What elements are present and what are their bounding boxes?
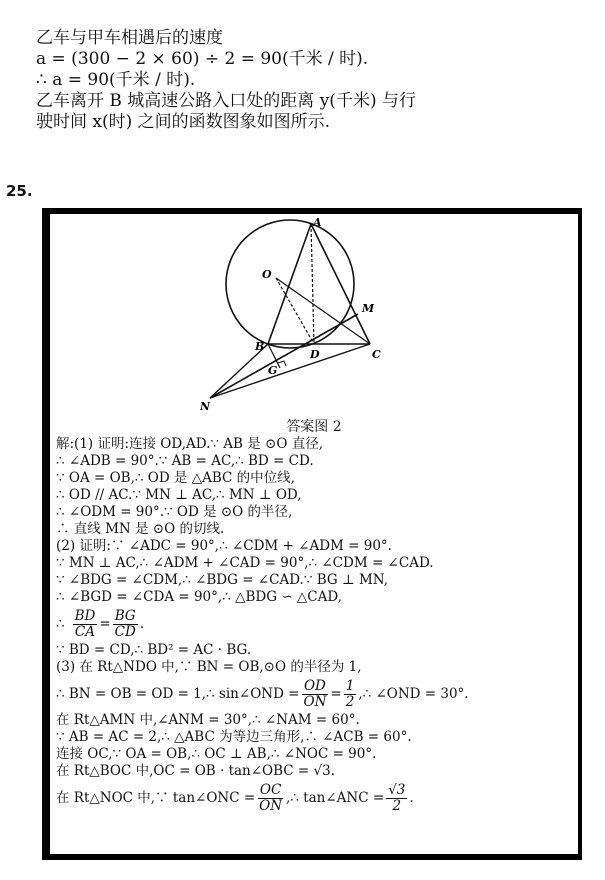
fraction-denominator: ON (303, 693, 327, 710)
fraction-oc-on (257, 783, 284, 814)
fraction-one-half (344, 679, 357, 710)
solution-line-1: 解:(1) 证明:连接 OD,AD.∵ AB 是 ⊙O 直径, (56, 436, 323, 452)
fraction-numerator: BD (74, 607, 96, 624)
solution-line-2: ∴ ∠ADB = 90°.∵ AB = AC,∴ BD = CD. (56, 453, 314, 469)
fraction-numerator: BG (114, 607, 136, 624)
label-n: N (200, 400, 211, 413)
therefore-symbol: ∴ (56, 615, 65, 632)
top-line-3: ∴ a = 90(千米 / 时). (36, 70, 196, 90)
solution-line-18: 在 Rt△BOC 中,OC = OB · tan∠OBC = √3. (56, 763, 335, 779)
solution-line-19 (56, 780, 576, 816)
solution-line-10: ∴ ∠BGD = ∠CDA = 90°,∴ △BDG ∽ △CAD, (56, 589, 342, 605)
solution-line-9: ∵ ∠BDG = ∠CDM,∴ ∠BDG = ∠CAD.∵ BG ⊥ MN, (56, 572, 389, 588)
solution-line-8: ∵ MN ⊥ AC,∴ ∠ADM + ∠CAD = 90°,∴ ∠CDM = ∠CAD. (56, 555, 434, 571)
label-c: C (372, 348, 381, 361)
solution-line-5: ∴ ∠ODM = 90°.∵ OD 是 ⊙O 的半径, (56, 504, 293, 520)
segment-ac (311, 224, 370, 344)
previous-solution-text (36, 28, 596, 133)
equals-sign: = (99, 615, 111, 632)
fraction-od-on (302, 679, 329, 710)
solution-line-11 (56, 606, 576, 642)
label-d: D (310, 348, 320, 361)
top-line-4: 乙车离开 B 城高速公路入口处的距离 y(千米) 与行 (36, 91, 416, 111)
equals-sign: = (330, 685, 342, 702)
top-line-2: a = (300 − 2 × 60) ÷ 2 = 90(千米 / 时). (36, 49, 369, 69)
period: . (409, 789, 414, 806)
fraction-denominator: ON (259, 797, 283, 814)
solution-line-17: 连接 OC,∵ OA = OB,∴ OC ⊥ AB,∴ ∠NOC = 90°. (56, 746, 377, 762)
segment-od (276, 278, 314, 344)
solution-line-4: ∴ OD // AC.∵ MN ⊥ AC,∴ MN ⊥ OD, (56, 487, 302, 503)
solution-line-13: (3) 在 Rt△NDO 中,∵ BN = OB,⊙O 的半径为 1, (56, 659, 362, 675)
label-g: G (268, 364, 278, 377)
sin-ond-text: ∴ BN = OB = OD = 1,∴ sin∠OND = (56, 685, 300, 702)
scanned-answer-page (50, 214, 578, 854)
label-m: M (362, 302, 375, 315)
fraction-denominator: CA (74, 623, 96, 640)
tan-onc-text: 在 Rt△NOC 中,∵ tan∠ONC = (56, 789, 256, 806)
tan-anc-text: ,∴ tan∠ANC = (286, 789, 385, 806)
angle-ond-result: ,∴ ∠OND = 30°. (358, 685, 469, 702)
segment-ab (268, 224, 311, 344)
solution-line-3: ∵ OA = OB,∴ OD 是 △ABC 的中位线, (56, 470, 295, 486)
fraction-denominator: 2 (392, 797, 402, 814)
solution-line-15: 在 Rt△AMN 中,∠ANM = 30°,∴ ∠NAM = 60°. (56, 712, 360, 728)
question-number: 25. (6, 182, 33, 200)
fraction-root3-over-2 (386, 783, 407, 814)
fraction-denominator: 2 (345, 693, 355, 710)
segment-ad (311, 224, 314, 344)
label-b: B (255, 340, 265, 353)
solution-line-16: ∵ AB = AC = 2,∴ △ABC 为等边三角形,∴ ∠ACB = 60°. (56, 729, 412, 745)
fraction-numerator: 1 (345, 677, 355, 694)
solution-text (56, 436, 576, 816)
fraction-bd-ca (73, 609, 98, 640)
fraction-bg-cd (113, 609, 138, 640)
period: . (139, 615, 145, 632)
solution-line-14 (56, 676, 576, 712)
top-line-5: 驶时间 x(时) 之间的函数图象如图所示. (36, 112, 331, 132)
label-a: A (313, 218, 322, 229)
solution-line-12: ∵ BD = CD,∴ BD² = AC · BG. (56, 642, 252, 658)
top-line-1: 乙车与甲车相遇后的速度 (36, 28, 223, 48)
fraction-denominator: CD (114, 623, 136, 640)
solution-line-6: ∴ 直线 MN 是 ⊙O 的切线. (56, 521, 225, 537)
fraction-numerator: √3 (388, 781, 406, 798)
fraction-numerator: OC (259, 781, 282, 798)
geometry-figure (200, 218, 430, 418)
scanned-answer-frame (42, 208, 582, 860)
figure-caption: 答案图 2 (286, 419, 342, 435)
label-o: O (262, 268, 272, 281)
fraction-numerator: OD (303, 677, 326, 694)
solution-line-7: (2) 证明:∵ ∠ADC = 90°,∴ ∠CDM + ∠ADM = 90°. (56, 538, 392, 554)
